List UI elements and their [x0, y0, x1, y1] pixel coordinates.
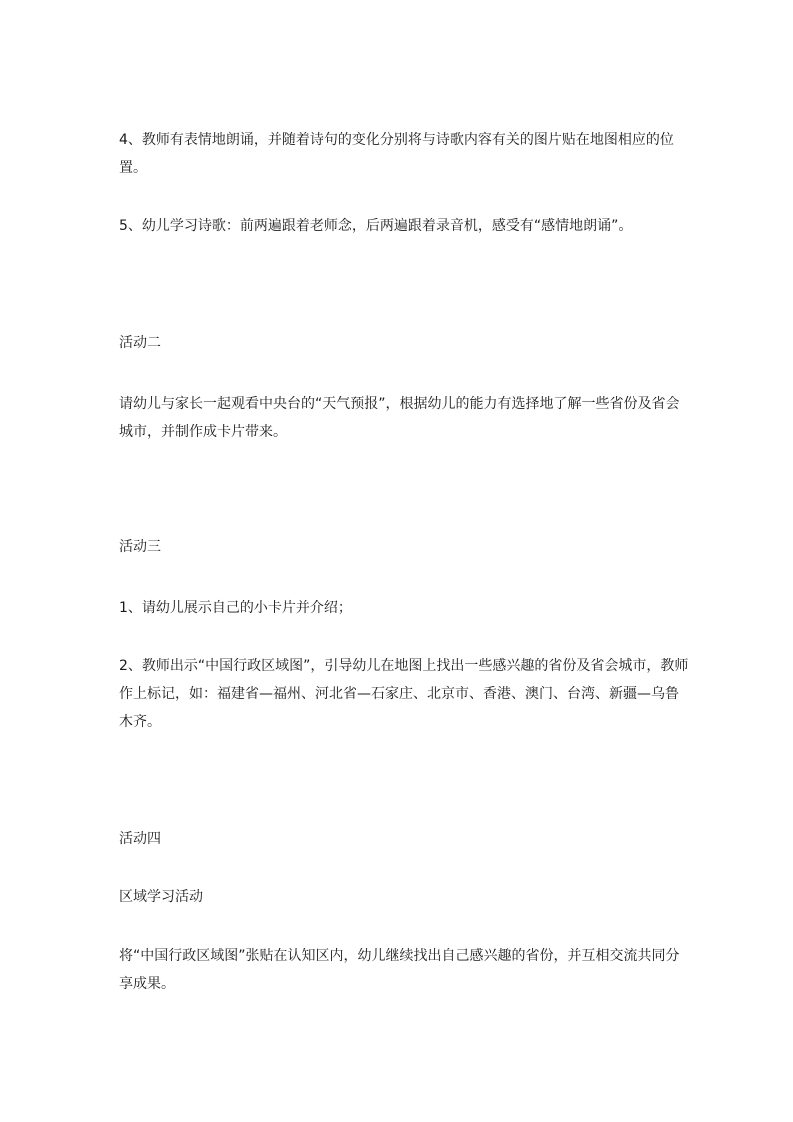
subheading-area-learning: 区域学习活动 [119, 889, 203, 905]
heading-activity-2: 活动二 [119, 335, 161, 351]
paragraph-step-4: 4、教师有表情地朗诵，并随着诗句的变化分别将与诗歌内容有关的图片贴在地图相应的位置。 [119, 132, 674, 176]
paragraph-activity-2-body: 请幼儿与家长一起观看中央台的“天气预报”，根据幼儿的能力有选择地了解一些省份及省会城市，并制作成卡片带来。 [119, 396, 680, 440]
paragraph-activity-3-step-2: 2、教师出示“中国行政区域图”，引导幼儿在地图上找出一些感兴趣的省份及省会城市，教师作上标记，如：福建省—福州、河北省—石家庄、北京市、香港、澳门、台湾、新疆—乌鲁木齐。 [119, 658, 689, 730]
heading-activity-4: 活动四 [119, 831, 161, 847]
heading-activity-3: 活动三 [119, 539, 161, 555]
paragraph-activity-3-step-1: 1、请幼儿展示自己的小卡片并介绍； [119, 600, 352, 616]
paragraph-step-5: 5、幼儿学习诗歌：前两遍跟着老师念，后两遍跟着录音机，感受有“感情地朗诵”。 [119, 218, 633, 234]
paragraph-activity-4-body: 将“中国行政区域图”张贴在认知区内，幼儿继续找出自己感兴趣的省份，并互相交流共同分享成果。 [119, 948, 680, 992]
